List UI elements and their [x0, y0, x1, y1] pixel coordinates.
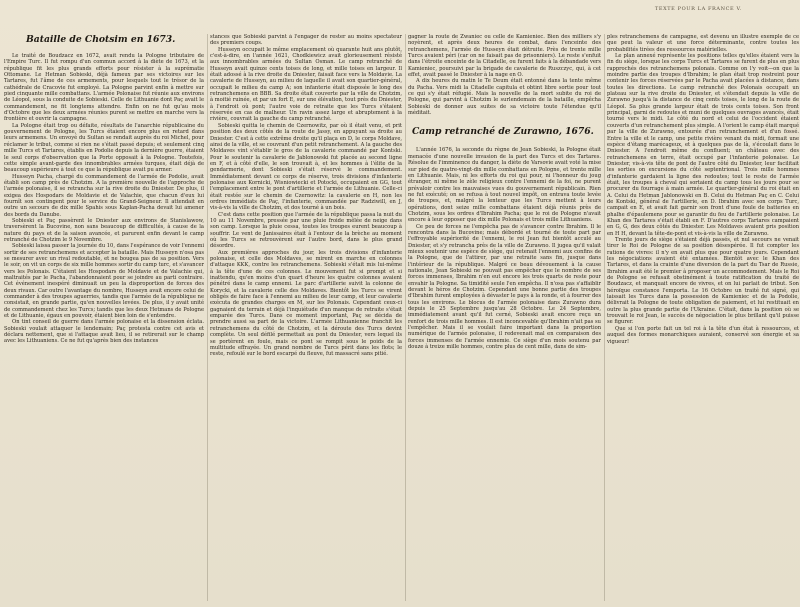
paragraph: A dix heures du matin le Te Deum était entonné dans la tente même du Pacha. Vers midi la Citadelle capitula et obtint libre sortie pour tout ce qui s'y était réfugié. Mais la nouvelle de la mort subite du roi de Pologne, qui parvint à Chotzim le surlendemain de la bataille, empêcha Sobieski de donner aux suites de sa victoire toute l'étendue qu'il méditait. — [408, 78, 601, 117]
column-2 — [207, 34, 402, 601]
paragraph: C'est dans cette position que l'armée de la république passa la nuit du 10 au 11 Novembre, pressée par une pluie froide mêlée de neige dans son camp. Lorsque la pluie cessa, toutes les troupes eurent beaucoup à souffrir. Le vent de Janissaires était à l'entour de la brèche au moment où les Turcs se retrouvèrent sur l'autre bord, dans le plus grand désordre. — [210, 211, 402, 250]
paragraph: Le traité de Boudzacz en 1672, avait rendu la Pologne tributaire de l'Empire Turc. Il fut rompu d'un commun accord à la diète de 1673, et la république fit les plus grands efforts pour résister à la suprématie Ottomane. Le Hetman Sobieski, déjà fameux par ses victoires sur les Tartares, fut l'âme de ces armements, pour lesquels tout le trésor de la cathédrale de Cracovie fut employé. La Pologne parvint enfin à mettre sur pied cinquante mille combattans. L'armée Polonaise fut réunie aux environs de Léopol, sous la conduite de Sobieski. Celle de Lithuanie dont Paç avait le commandement, ne fit longtems attendre. Enfin on ne fut qu'au mois d'Octobre que les deux armées réunies purent se mettre en marche vers la frontière et ouvrir la campagne. — [4, 53, 204, 123]
paragraph: Ce peu de forces ne l'empêcha pas de s'avancer contre Ibrahim. Il le rencontra dans la Bucovine; mais débordé et tourné de toute part par l'effroyable supériorité de l'ennemi, le roi Jean fut bientôt acculé au Dniester, et s'y retrancha près de la ville de Zurawno. Il jugea qu'il valait mieux soutenir une espèce de siège, qui retenait l'ennemi aux confins de la Pologne, que de l'attirer, par une retraite sans fin, jusque dans l'intérieur de la république. Malgré ce beau dévouement à la cause nationale, Jean Sobieski ne pouvait pas empêcher que le nombre de ses forces immenses, Ibrahim n'en eut encore les trois quarts de reste pour envahir la Pologne. Sa timidité seule l'en empêcha. Il n'osa pas s'affaiblir devant le héros de Chotzim. Cependant une bonne partie des troupes d'Ibrahim furent employées à dévaster le pays à la ronde, et à fourrer des tous les environs. Le blocus de l'armée polonaise dans Zurawno dura depuis le 25 Septembre jusqu'au 28 Octobre. Le 24 Septembre, immédiatement avant qu'il fut cerné, Sobieski avait encore reçu un renfort de trois mille hommes. Il est inconcevable qu'Ibrahim n'ait pas su l'empêcher. Mais il se voulait faire important dans la proportion numérique de l'armée polonaise, il redevenait mal en comparaison des forces immenses de l'armée ennemie. Ce siège d'un mois soutenu par douze à treize mille hommes, contre plus de cent mille, dans de sim- — [408, 223, 601, 351]
paragraph: On tint conseil de guerre dans l'armée polonaise et la dissension éclata. Sobieski voulait attaquer le lendemain; Paç protesta contre cet avis et déclara nettement, que si l'attaque avait lieu, il se retirerait sur le champ avec les Lithuaniens. Ce ne fut qu'après bien des instances — [4, 319, 204, 345]
column-4 — [604, 34, 799, 601]
paragraph: Que si l'on porte fait un tel roi à la tête d'un état à ressources, et auquel des formes monarchiques auraient, conservé son énergie et sa vigueur! — [607, 325, 799, 345]
paragraph: Sobieski laissa passer la journée du 10, dans l'espérance de voir l'ennemi sortir de ses retranchemens et accepter la bataille. Mais Husseyn n'osa pas se mesurer avec un rival redoutable, et ne bougea pas de sa position. Vers le soir, on vit un corps de six mille hommes sortir du camp turc, et s'avancer vers les Polonais. C'étaient les Hospodars de Moldavie et de Valachie qui, maltraités par le Pacha, l'abandonnaient pour se joindre au parti contraire. Cet événement inespéré diminuait un peu la disproportion de forces des deux rivaux. Car outre l'avantage du nombre, Husseyn avait encore celui de commander à des troupes aguerries, tandis que l'armée de la république ne consistait, en grande partie, qu'en nouvelles levées. De plus, il y avait unité de commandement chez les Turcs; tandis que les deux Hetmans de Pologne et de Lithuanie, égaux en pouvoir, étaient bien loin de s'entendre. — [4, 243, 204, 320]
column-1 — [4, 34, 204, 601]
paragraph: Husseyn Pacha, chargé du commandement de l'armée de Podolie, avait établi son camp près de Chotzim. A la première nouvelle de l'approche de l'armée polonaise, il se retrancha sur la rive droite du Dniester. De plus, il exigea des Hospodars de Moldavie et de Valachie, que chacun d'eux lui fournît son contingent pour le service du Grand-Seigneur. Il attendait en outre un secours de dix mille Spahis sous Kaplan-Pacha devait lui amener des bords du Danube. — [4, 173, 204, 218]
paragraph: L'année 1676, la seconde du règne de Jean Sobieski, la Pologne était menacée d'une nouvelle invasion de la part des Turcs et des Tartares. Résolue de l'imminence du danger, la diète de Varsovie avait voté la mise sur pied de quatre-vingt-dix mille combattans en Pologne, et trente mille en Lithuanie. Mais, ni les efforts du roi qui pour, ni l'honneur du joug étranger, ni même le zèle religieux contre l'ennemi de la foi, ne purent prévaloir contre les mauvaises vues du gouvernement républicain. Rien ne fut exécuté; on se refusa à tout nouvel impôt, on entrava toute levée de troupes, et, malgré la lenteur que les Turcs mettent à leurs opérations, dont seize mille combattans étaient déjà réunis près de Chotzim, sous les ordres d'Ibrahim Pacha; que le roi de Pologne n'avait encore à leur opposer que dix mille Polonais et trois mille Lithuaniens. — [408, 147, 601, 224]
section-title-zurawno: Camp retranché de Zurawno, 1676. — [412, 126, 594, 138]
running-header: TEXTE POUR LA FRANCE V. — [654, 6, 742, 12]
section-title-chotsim: Bataille de Chotsim en 1673. — [26, 34, 176, 45]
paragraph: Sobieski et Paç passèrent le Dniester aux environs de Stanislawow, traversèrent la Bucovine, non sans beaucoup de difficultés, à cause de la nature du pays et de la saison avancée, et parurent enfin devant le camp retranché de Chotzim le 9 Novembre. — [4, 217, 204, 243]
paragraph: stances que Sobieski parvint à l'engager de rester au moins spectateur des premiers coups. — [210, 34, 402, 47]
column-3 — [405, 34, 601, 601]
paragraph: Sobieski quitta le chemin de Czernowitz, par où il était venu, et prit position des deux côtés de la route de Jassy, en appuyant sa droite au Dniester. C'est à cette extrême droite qu'il plaça en D, le corps Moldave, ainsi de la ville, et se couvrant d'un petit retranchement. A la gauche des Moldaves vint s'établir le gros de la cavalerie commandé par Kontski. Pour le soutenir la cavalerie de Jablonowski fut placée au second ligne en F, et à côté d'elle, le son trouvait à, et les hommes à l'élite de la gendarmerie, dont Sobieski s'était réservé le commandement. Immédiatement devant ce corps de réserve, trois divisions d'infanterie polonaise aux Kornicki, Wisniowiecki et Potocki, occupaient en GG, tout l'emplacement entre le pont d'artillerie et l'armée de Lithuanie. Celle-ci était restée sur le chemin de Czernowitz: la cavalerie en H, non les ordres immédiats de Paç, l'infanterie, commandée par Radziwill, en J, vis-à-vis la ville de Chotzim, et dos tourné à un bois. — [210, 122, 402, 212]
paragraph: Husseyn occupait le même emplacement où quarante huit ans plutôt, c'est-à-dire, en l'année 1621, Chodkiewicz avait glorieusement résisté aux innombrables armées du Sultan Osman. Le camp retranché de Husseyn avait quinze cents toises de long, et mille toises en largeur. Il était adossé à la rive droite du Dniester, faisait face vers la Moldavie. La cavalerie de Husseyn, au milieu de laquelle il avait son quartier-général, occupait le milieu du camp A; son infanterie était disposée le long des retranchemens en BBB. Sa droite était couverte par la ville de Chotzim, à moitié ruinée, et par un fort E, sur une élévation, tout près du Dniester, à l'endroit où pont; l'autre voie de retraite que les Turcs s'étaient réservée en cas de malheur. Un ravin assez large et abruptement à la rivière, couvrait la gauche du camp retranché. — [210, 46, 402, 123]
paragraph: gagner la route de Zwaniec ou celle de Kamieniec. Bien des milliers s'y noyèrent, et après deux heures de combat, dans l'enceinte des retranchemens, l'armée de Husseyn était détruite. Près de trente mille Turcs avaient péri (car on ne faisait pas de prisonniers). Le reste s'enfuit dans l'étroite enceinte de la Citadelle, ou furent faits à la débandade vers Kamieniec, poursuivi par la brigade de cavalerie de Ruszczyc, qui, à cet effet, avait passé le Dniester à la nage en O. — [408, 34, 601, 79]
paragraph: ples retranchemens de campagne, est devenu un illustre exemple de ce que peut la valeur et une force déterminante, contre toutes les probabilités tirées des ressources matérielles. — [607, 34, 799, 53]
paragraph: Le plan annexé représente les positions telles qu'elles étaient vers la fin du siège, lorsque les corps Turcs et Tartares se furent de plus en plus rapprochés des retranchemens polonais. Comme on l'y voit—on que la moindre partie des troupes d'Ibrahim; le plan était trop restreint pour contenir les forces réservées par le Pacha avait placées à distance, dans toutes les directions. Le camp retranché des Polonais occupait un plateau sur la rive droite du Dniester, et s'étendait depuis la ville de Zurawno jusqu'à la distance de cinq cents toises, le long de la route de Léopol. Sa plus grande largeur était de trois cents toises. Son front principal, garni de redoutes et muni de quelques ouvrages avancés, était tourné vers le midi. Le côté du nord et celui de l'occident étaient couverts d'un retranchement plus simple. A l'orient le camp était marqué par la ville de Zurawno, entourée d'un retranchement et d'un fossé. Entre la ville et le camp, une petite rivière venant du midi, formait une espèce d'étang marécageux, et à quelques pas de là, s'écoulait dans le Dniester. A l'endroit même du confluent; un château avec des retranchemens en terre, était occupé par l'infanterie polonaise. Le Dniester, vis-à-vis tête de pont de l'autre côté du Dniester, leur facilitait les sorties on excursions du côté septentrional. Trois mille hommes d'infanterie gardaient la ligne des redoutes; tout le reste de l'armée était, les troupes à cheval qui sortaient du camp tous les jours pour se procurer du fourrage à main armée. Le quartier-général du roi était en A. Celui du Hetman Jablonowski en B. Celui du Hetman Paç en C. Celui de Kontski, général de l'artillerie, en D. Ibrahim avec son corps Turc, campait en E, et avait fait garnir son front d'une foule de batteries en phalhe d'épaulemens pour se garantir du feu de l'artillerie polonaise. Le Khan des Tartares s'était établi en F. D'autres corps Tartares campaient en G, G, des deux côtés du Dniester. Les Moldaves avaient pris position en H H, devant la tête-de-pont et vis-à-vis la ville de Zurawno. — [607, 53, 799, 237]
paragraph: La Pologne était trop ou défaite, résultats de l'anarchie républicaine du gouvernement de Pologne, les Turcs étaient encore plus en retard dans leurs armemens. Un envoyé du Sultan se rendait auprès du roi Michel, pour réclamer le tribut, comme si rien ne s'était passé depuis; et seulement cinq mille Turcs et Tartares, établis en Podolie depuis la dernière guerre, étaient le seul corps d'observation que la Porte opposait à la Pologne. Toutefois, cette simple avant-garde des innombrables armées turques, était déjà de beaucoup supérieure à tout ce que la république avait pu armer. — [4, 122, 204, 174]
paragraph: Aux premières approches du jour, les trois divisions d'infanterie polonaise, et celle des Moldaves, se mirent en marche en colonnes d'attaque KKK, contre les retranchemens. Sobieski s'était mis lui-même à la tête d'une de ces colonnes. Le mouvement fut si prompt et si inattendu, qu'en moins d'un quart d'heure les quatre colonnes avaient pénétré dans le camp ennemi. Le parc d'artillerie suivit la colonne de Korycki, et la cavalerie celle des Moldaves. Bientôt les Turcs se virent obligés de faire face à l'ennemi au milieu de leur camp, et leur cavalerie exécuta de grandes charges en M, sur les Polonais. Cependant ceux-ci gagnaient du terrain et déjà l'inquiétude d'un manque de retraite s'était emparée des Turcs. Dans ce moment important, Paç se décida de prendre aussi sa part de la victoire. L'armée Lithuanienne franchit les retranchemens du côté de Chotzim, et la déroute des Turcs devint complète. Un seul défilé permettait au pont du Dniester, vers lequel ils se portèrent en foule, mais ce pont se rompit sous le poids de la multitude effrayée. Un grand nombre de Turcs périt dans les flots; le reste, refoulé sur le bord escarpé du fleuve, fut massacré sans pitié. — [210, 249, 402, 358]
text-columns — [4, 34, 799, 601]
paragraph: Trente jours de siège s'étaient déjà passés, et nul secours ne venait tirer le Roi de Pologne de sa position désespérée. Il fut compter les rations de vivres: il n'y en avait plus que pour quatre jours. Cependant les négociations avaient été entamées. Bientôt avec le Khan des Tartares, et dans la crainte d'une diversion de la part du Tsar de Russie, Ibrahim avait été le premier à proposer un accommodement. Mais le Roi de Pologne se refusait obstinément à toute ratification du traité de Boudzacz, et manquait encore de vivres, et on lui parlait de tribut. Son héroïque constance l'emporta. Le 16 Octobre un traité fut signé, qui laissait les Turcs dans la possession de Kamieniec et de la Podolie, délivrait la Pologne de toute obligation de paiement, et lui restituait en outre la plus grande partie de l'Ukraine. C'était, dans la position où se trouvait le roi Jean, le succès de négociation le plus brillant qu'il puisse se figurer. — [607, 237, 799, 326]
